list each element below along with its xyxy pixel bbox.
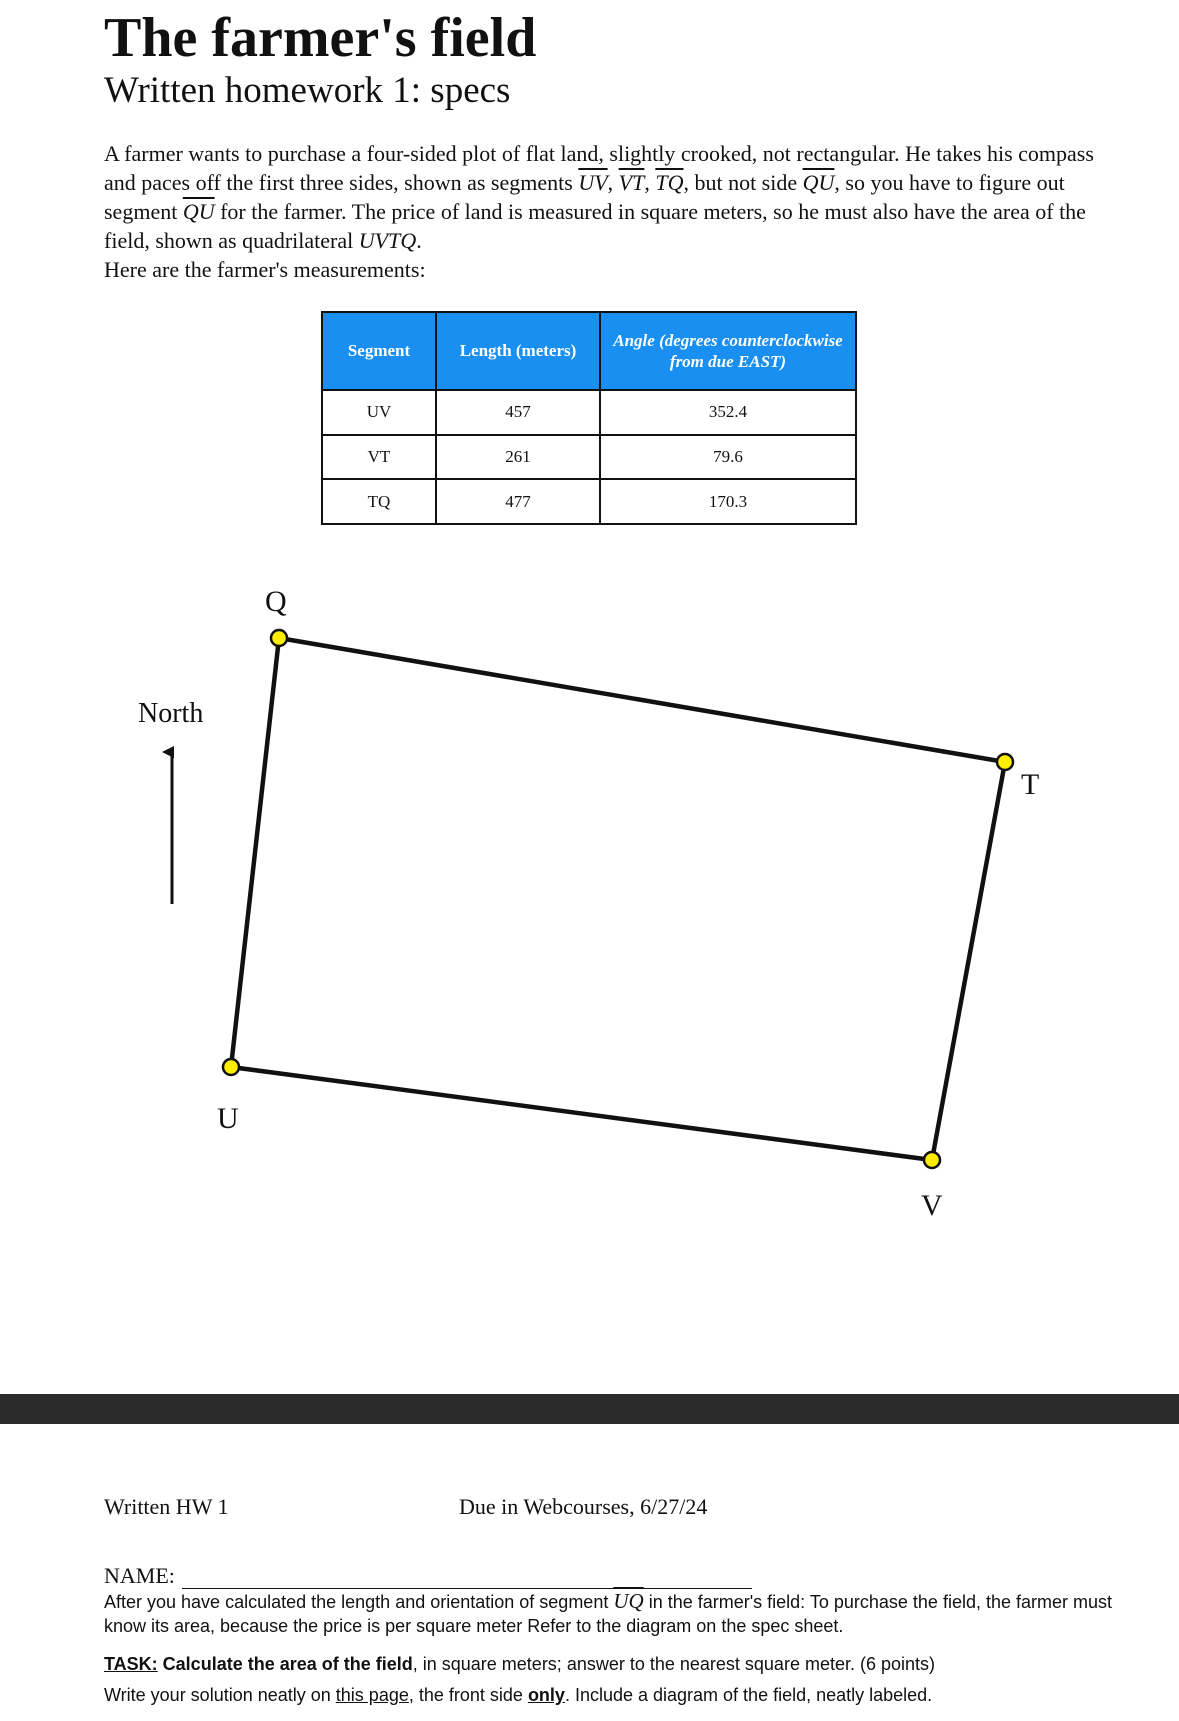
footer-due-date: Due in Webcourses, 6/27/24 [459,1494,708,1519]
point-u [223,1059,239,1075]
name-label: NAME: [104,1563,175,1588]
segment-qu: $\overline{QU}$ [802,170,835,195]
page-divider [0,1394,1179,1424]
solution-instructions [104,1683,1154,1707]
label-q: Q [265,585,287,618]
task-paragraph [104,1652,1154,1676]
point-v [924,1152,940,1168]
field-quadrilateral [231,638,1005,1160]
segment-qu-2: $\overline{QU}$ [182,199,215,224]
field-diagram [0,560,1179,1240]
p4-a: Write your solution neatly on [104,1685,336,1705]
only-emphasis: only [527,1685,565,1705]
cell-angle: 170.3 [600,479,856,524]
header-angle: Angle (degrees counterclockwise from due EAST) [600,312,856,390]
segment-uq: $\overline{UQ}$ [613,1589,644,1613]
p4-b: , the front side [408,1685,528,1705]
cell-length: 457 [436,390,600,435]
intro-text [104,139,1104,284]
this-page-link[interactable]: this page [335,1685,409,1705]
segment-uv: $\overline{UV}$ [578,170,608,195]
header-segment: Segment [322,312,436,390]
footer-hw-label: Written HW 1 [104,1494,229,1519]
cell-segment: UV [322,390,436,435]
instructions-paragraph [104,1589,1154,1638]
table-row [322,390,856,435]
quadrilateral-name: UVTQ [358,228,417,253]
task-bold: Calculate the area of the field [157,1654,413,1674]
intro-comma1: , [607,170,619,195]
header-length: Length (meters) [436,312,600,390]
intro-s4: for the farmer. The price of land is measured in square meters, so he must also have the area of the field, shown as quadrilateral [104,199,1086,253]
intro-line-2: Here are the farmer's measurements: [104,257,426,282]
segment-vt: $\overline{VT}$ [618,170,645,195]
task-label: TASK: [104,1654,158,1674]
segment-tq: $\overline{TQ}$ [655,170,684,195]
cell-angle: 79.6 [600,435,856,480]
cell-length: 477 [436,479,600,524]
table-row [322,479,856,524]
point-q [271,630,287,646]
intro-s2: , but not side [683,170,803,195]
cell-segment: VT [322,435,436,480]
p4-c: . Include a diagram of the field, neatly labeled. [564,1685,933,1705]
point-t [997,754,1013,770]
page-subtitle: Written homework 1: specs [104,70,511,111]
label-t: T [1021,768,1040,801]
intro-paragraph [104,139,1104,255]
p2-a: After you have calculated the length and orientation of segment [104,1592,614,1612]
north-label: North [138,698,204,729]
cell-length: 261 [436,435,600,480]
cell-angle: 352.4 [600,390,856,435]
page-title: The farmer's field [104,7,537,69]
intro-s5: . [416,228,422,253]
p2-b: in the farmer's field: To purchase the field, the farmer must know its area, because the price is per square meter Refer to the diagram on the spec sheet. [104,1592,1113,1636]
measurements-table [321,311,857,525]
intro-comma2: , [644,170,656,195]
table-header-row [322,312,856,390]
intro-s1: A farmer wants to purchase a four-sided plot of flat land, slightly crooked, not rectangular. He takes his compass and paces off the first three sides, shown as segments [104,141,1094,195]
intro-s3: , so you have to figure out segment [104,170,1065,224]
task-rest: , in square meters; answer to the nearest square meter. (6 points) [412,1654,936,1674]
table-row [322,435,856,480]
cell-segment: TQ [322,479,436,524]
label-v: V [921,1189,943,1222]
label-u: U [217,1102,239,1135]
